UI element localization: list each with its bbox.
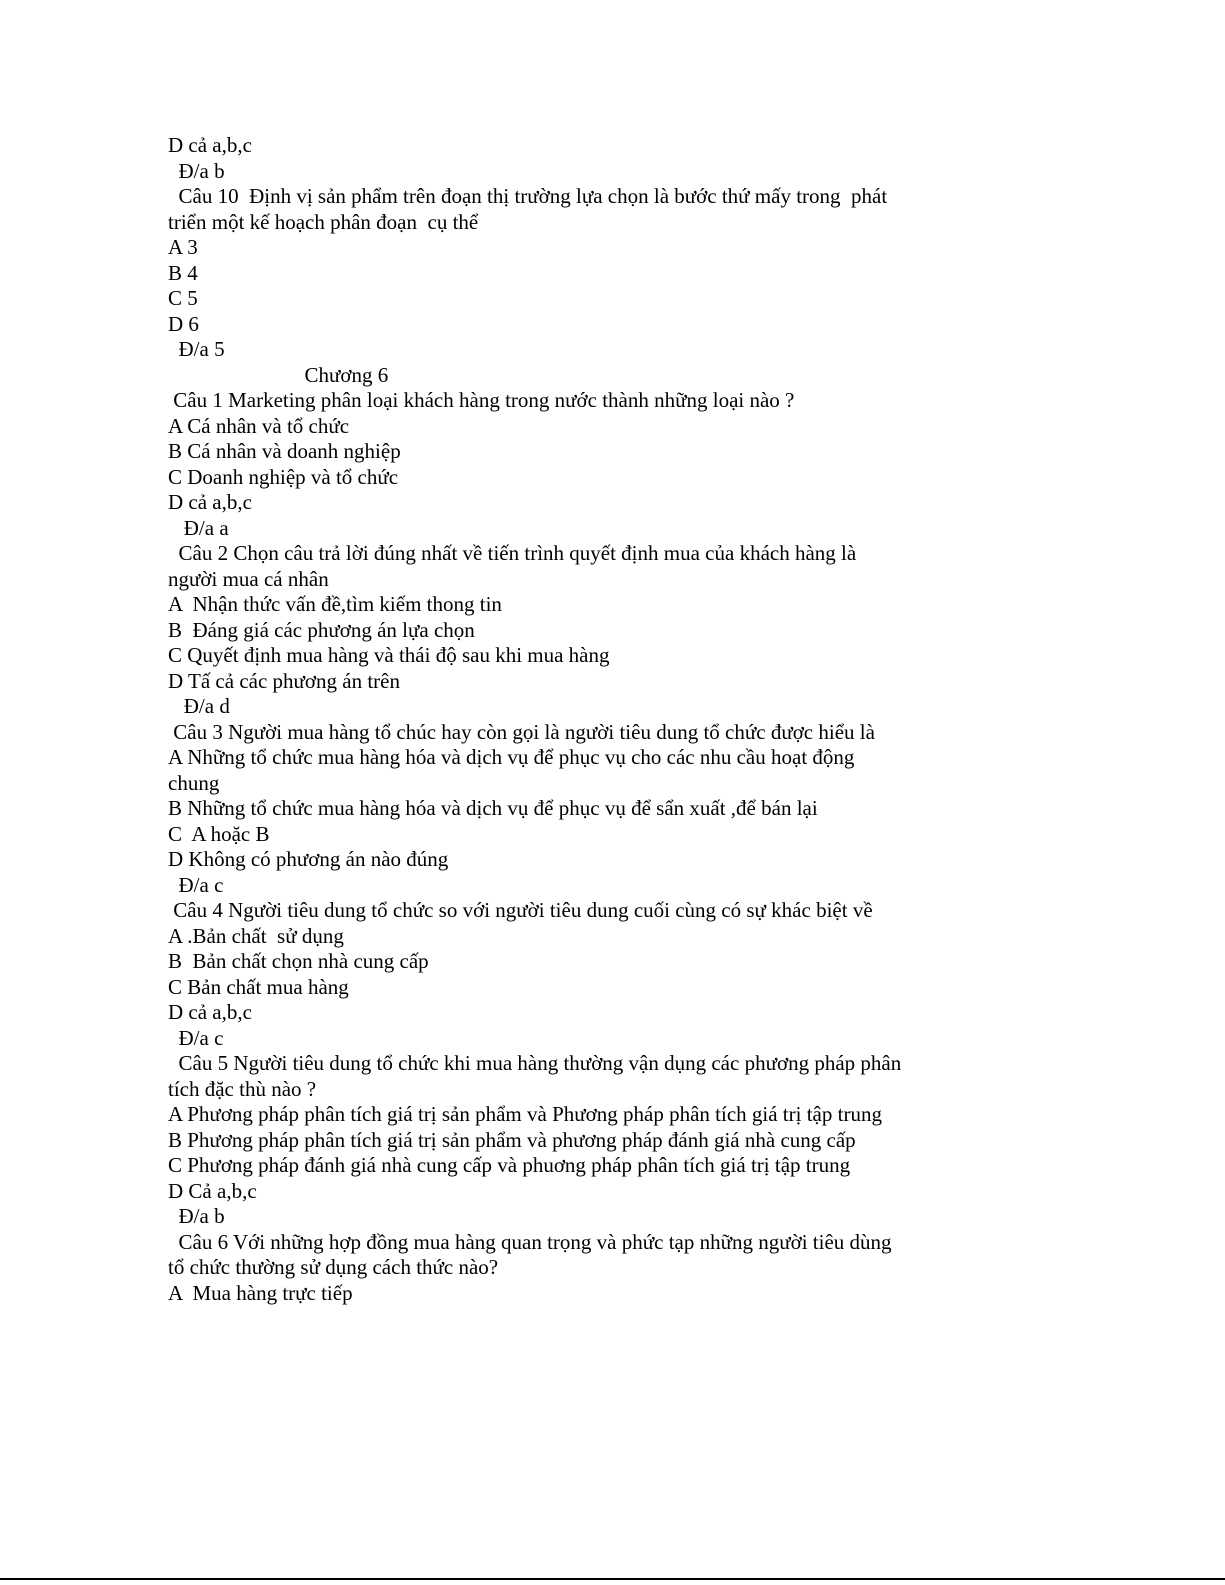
document-body bbox=[168, 133, 968, 1306]
text-line: B Đáng giá các phương án lựa chọn bbox=[168, 617, 475, 642]
text-line: A Cá nhân và tổ chức bbox=[168, 413, 350, 438]
text-line: Đ/a c bbox=[168, 872, 224, 897]
text-line: Đ/a b bbox=[168, 158, 225, 183]
text-line: Đ/a c bbox=[168, 1025, 224, 1050]
text-line: D Tấ cả các phương án trên bbox=[168, 668, 400, 693]
text-line: tổ chức thường sử dụng cách thức nào? bbox=[168, 1255, 499, 1279]
text-line: Chương 6 bbox=[168, 362, 389, 387]
text-line: A .Bản chất sử dụng bbox=[168, 923, 344, 948]
text-line: D cả a,b,c bbox=[168, 1000, 252, 1024]
text-line: C 5 bbox=[168, 286, 198, 310]
text-line: Câu 10 Định vị sản phẩm trên đoạn thị trường lựa chọn là bước thứ mấy trong phát bbox=[168, 184, 888, 208]
text-line: triển một kế hoạch phân đoạn cụ thể bbox=[168, 209, 479, 234]
text-line: D Không có phương án nào đúng bbox=[168, 847, 449, 871]
text-line: Đ/a b bbox=[168, 1204, 225, 1228]
text-line: Câu 1 Marketing phân loại khách hàng trong nước thành những loại nào ? bbox=[168, 388, 795, 412]
text-line: Đ/a a bbox=[168, 515, 229, 540]
text-line: D Cả a,b,c bbox=[168, 1178, 257, 1203]
text-line: Câu 2 Chọn câu trả lời đúng nhất về tiến trình quyết định mua của khách hàng là bbox=[168, 541, 857, 565]
text-line: B Cá nhân và doanh nghiệp bbox=[168, 439, 401, 463]
text-line: chung bbox=[168, 770, 220, 795]
page-bottom-border bbox=[0, 1578, 1225, 1580]
text-line: B Bản chất chọn nhà cung cấp bbox=[168, 949, 429, 973]
text-line: Câu 6 Với những hợp đồng mua hàng quan trọng và phức tạp những người tiêu dùng bbox=[168, 1229, 892, 1254]
text-line: C A hoặc B bbox=[168, 821, 270, 846]
text-line: B Những tổ chức mua hàng hóa và dịch vụ để phục vụ để sẩn xuất ,để bán lại bbox=[168, 796, 818, 820]
text-line: A 3 bbox=[168, 235, 198, 259]
text-line: A Những tổ chức mua hàng hóa và dịch vụ để phục vụ cho các nhu cầu hoạt động bbox=[168, 745, 855, 769]
text-line: D cả a,b,c bbox=[168, 490, 252, 514]
text-line: Câu 3 Người mua hàng tổ chúc hay còn gọi là người tiêu dung tổ chức được hiểu là bbox=[168, 719, 875, 744]
text-line: C Quyết định mua hàng và thái độ sau khi mua hàng bbox=[168, 643, 610, 667]
text-line: C Phương pháp đánh giá nhà cung cấp và phuơng pháp phân tích giá trị tập trung bbox=[168, 1153, 851, 1177]
text-line: Đ/a 5 bbox=[168, 337, 225, 361]
text-line: tích đặc thù nào ? bbox=[168, 1076, 317, 1101]
text-line: A Phương pháp phân tích giá trị sản phẩm và Phương pháp phân tích giá trị tập trung bbox=[168, 1102, 882, 1126]
text-line: B 4 bbox=[168, 260, 198, 285]
text-line: D cả a,b,c bbox=[168, 133, 252, 157]
text-line: Câu 4 Người tiêu dung tổ chức so với người tiêu dung cuối cùng có sự khác biệt về bbox=[168, 898, 873, 922]
text-line: Đ/a d bbox=[168, 694, 230, 718]
text-line: D 6 bbox=[168, 311, 199, 336]
text-line: A Mua hàng trực tiếp bbox=[168, 1280, 353, 1305]
text-line: A Nhận thức vấn đề,tìm kiếm thong tin bbox=[168, 592, 502, 616]
text-line: người mua cá nhân bbox=[168, 566, 329, 591]
text-line: C Doanh nghiệp và tổ chức bbox=[168, 464, 399, 489]
text-line: Câu 5 Người tiêu dung tổ chức khi mua hàng thường vận dụng các phương pháp phân bbox=[168, 1051, 902, 1075]
text-line: C Bản chất mua hàng bbox=[168, 974, 349, 999]
text-line: B Phương pháp phân tích giá trị sản phẩm và phương pháp đánh giá nhà cung cấp bbox=[168, 1127, 856, 1152]
